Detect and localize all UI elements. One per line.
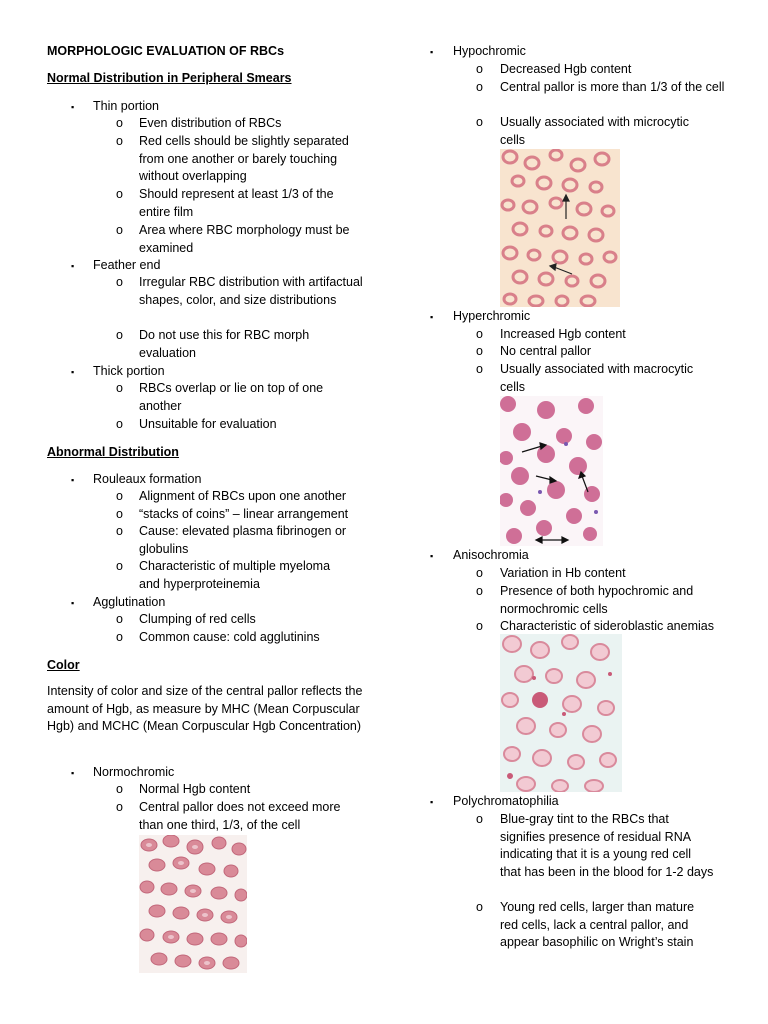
square-bullet-icon: ▪ xyxy=(71,598,75,608)
circle-bullet-icon: o xyxy=(476,344,483,358)
sub-item: No central pallor xyxy=(500,344,592,358)
circle-bullet-icon: o xyxy=(476,80,483,94)
sub-item: Red cells should be slightly separated from one another or barely touching without overlapping xyxy=(139,134,349,183)
circle-bullet-icon: o xyxy=(116,800,123,814)
bullet-thick-portion: Thick portion xyxy=(93,364,165,378)
square-bullet-icon: ▪ xyxy=(430,312,434,322)
section-heading-color: Color xyxy=(47,658,80,672)
sub-item: Characteristic of multiple myeloma and hyperproteinemia xyxy=(139,559,331,591)
sub-item: Irregular RBC distribution with artifactual shapes, color, and size distributions xyxy=(139,275,363,307)
square-bullet-icon: ▪ xyxy=(71,768,75,778)
circle-bullet-icon: o xyxy=(476,362,483,376)
square-bullet-icon: ▪ xyxy=(71,475,75,485)
bullet-agglutination: Agglutination xyxy=(93,595,166,609)
circle-bullet-icon: o xyxy=(476,62,483,76)
sub-item: Characteristic of sideroblastic anemias xyxy=(500,619,714,633)
sub-item: Alignment of RBCs upon one another xyxy=(139,489,347,503)
circle-bullet-icon: o xyxy=(116,489,123,503)
square-bullet-icon: ▪ xyxy=(71,261,75,271)
bullet-feather-end: Feather end xyxy=(93,258,161,272)
bullet-anisochromia: Anisochromia xyxy=(453,548,529,562)
circle-bullet-icon: o xyxy=(116,417,123,431)
sub-item: Area where RBC morphology must be examined xyxy=(139,223,350,255)
bullet-normochromic: Normochromic xyxy=(93,765,175,779)
circle-bullet-icon: o xyxy=(476,619,483,633)
circle-bullet-icon: o xyxy=(116,630,123,644)
bullet-hyperchromic: Hyperchromic xyxy=(453,309,531,323)
circle-bullet-icon: o xyxy=(116,275,123,289)
square-bullet-icon: ▪ xyxy=(71,367,75,377)
sub-item: Young red cells, larger than mature red cells, lack a central pallor, and appear basophilic on Wright’s stain xyxy=(500,900,695,949)
sub-item: Unsuitable for evaluation xyxy=(139,417,277,431)
sub-item: Common cause: cold agglutinins xyxy=(139,630,320,644)
circle-bullet-icon: o xyxy=(476,812,483,826)
circle-bullet-icon: o xyxy=(116,782,123,796)
page-title: MORPHOLOGIC EVALUATION OF RBCs xyxy=(47,44,285,58)
circle-bullet-icon: o xyxy=(116,116,123,130)
bullet-polychromatophilia: Polychromatophilia xyxy=(453,794,559,808)
sub-item: Usually associated with macrocytic cells xyxy=(500,362,694,394)
sub-item: Presence of both hypochromic and normochromic cells xyxy=(500,584,694,616)
circle-bullet-icon: o xyxy=(116,187,123,201)
circle-bullet-icon: o xyxy=(116,524,123,538)
sub-item: Central pallor does not exceed more than one third, 1/3, of the cell xyxy=(139,800,341,832)
sub-item: Cause: elevated plasma fibrinogen or globulins xyxy=(139,524,347,556)
sub-item: Do not use this for RBC morph evaluation xyxy=(139,328,310,360)
square-bullet-icon: ▪ xyxy=(430,797,434,807)
circle-bullet-icon: o xyxy=(116,559,123,573)
circle-bullet-icon: o xyxy=(476,327,483,341)
circle-bullet-icon: o xyxy=(476,900,483,914)
sub-item: Increased Hgb content xyxy=(500,327,626,341)
circle-bullet-icon: o xyxy=(116,381,123,395)
color-paragraph: Intensity of color and size of the central pallor reflects the amount of Hgb, as measure by MHC (Mean Corpuscular Hgb) and MCHC (Mean Corpuscular Hgb Concentration) xyxy=(47,684,363,733)
circle-bullet-icon: o xyxy=(476,115,483,129)
sub-item: Even distribution of RBCs xyxy=(139,116,282,130)
sub-item: Usually associated with microcytic cells xyxy=(500,115,689,147)
sub-item: Clumping of red cells xyxy=(139,612,256,626)
circle-bullet-icon: o xyxy=(476,584,483,598)
circle-bullet-icon: o xyxy=(476,566,483,580)
sub-item: RBCs overlap or lie on top of one another xyxy=(139,381,324,413)
anisochromia-smear-image xyxy=(500,634,622,792)
sub-item: Should represent at least 1/3 of the entire film xyxy=(139,187,334,219)
section-heading-abnormal-distribution: Abnormal Distribution xyxy=(47,445,179,459)
circle-bullet-icon: o xyxy=(116,328,123,342)
hypochromic-smear-image xyxy=(500,149,620,307)
circle-bullet-icon: o xyxy=(116,223,123,237)
section-heading-normal-distribution: Normal Distribution in Peripheral Smears xyxy=(47,71,292,85)
circle-bullet-icon: o xyxy=(116,134,123,148)
square-bullet-icon: ▪ xyxy=(430,47,434,57)
sub-item: Variation in Hb content xyxy=(500,566,626,580)
circle-bullet-icon: o xyxy=(116,507,123,521)
hyperchromic-smear-image xyxy=(500,396,603,546)
sub-item: “stacks of coins” – linear arrangement xyxy=(139,507,349,521)
square-bullet-icon: ▪ xyxy=(71,102,75,112)
bullet-hypochromic: Hypochromic xyxy=(453,44,526,58)
square-bullet-icon: ▪ xyxy=(430,551,434,561)
sub-item: Central pallor is more than 1/3 of the cell xyxy=(500,80,725,94)
sub-item: Blue-gray tint to the RBCs that signifies presence of residual RNA indicating that it is a young red cell that has been in the blood for 1-2 days xyxy=(500,812,714,879)
bullet-rouleaux-formation: Rouleaux formation xyxy=(93,472,202,486)
circle-bullet-icon: o xyxy=(116,612,123,626)
sub-item: Decreased Hgb content xyxy=(500,62,632,76)
sub-item: Normal Hgb content xyxy=(139,782,251,796)
bullet-thin-portion: Thin portion xyxy=(93,99,160,113)
normochromic-smear-image xyxy=(139,835,247,973)
